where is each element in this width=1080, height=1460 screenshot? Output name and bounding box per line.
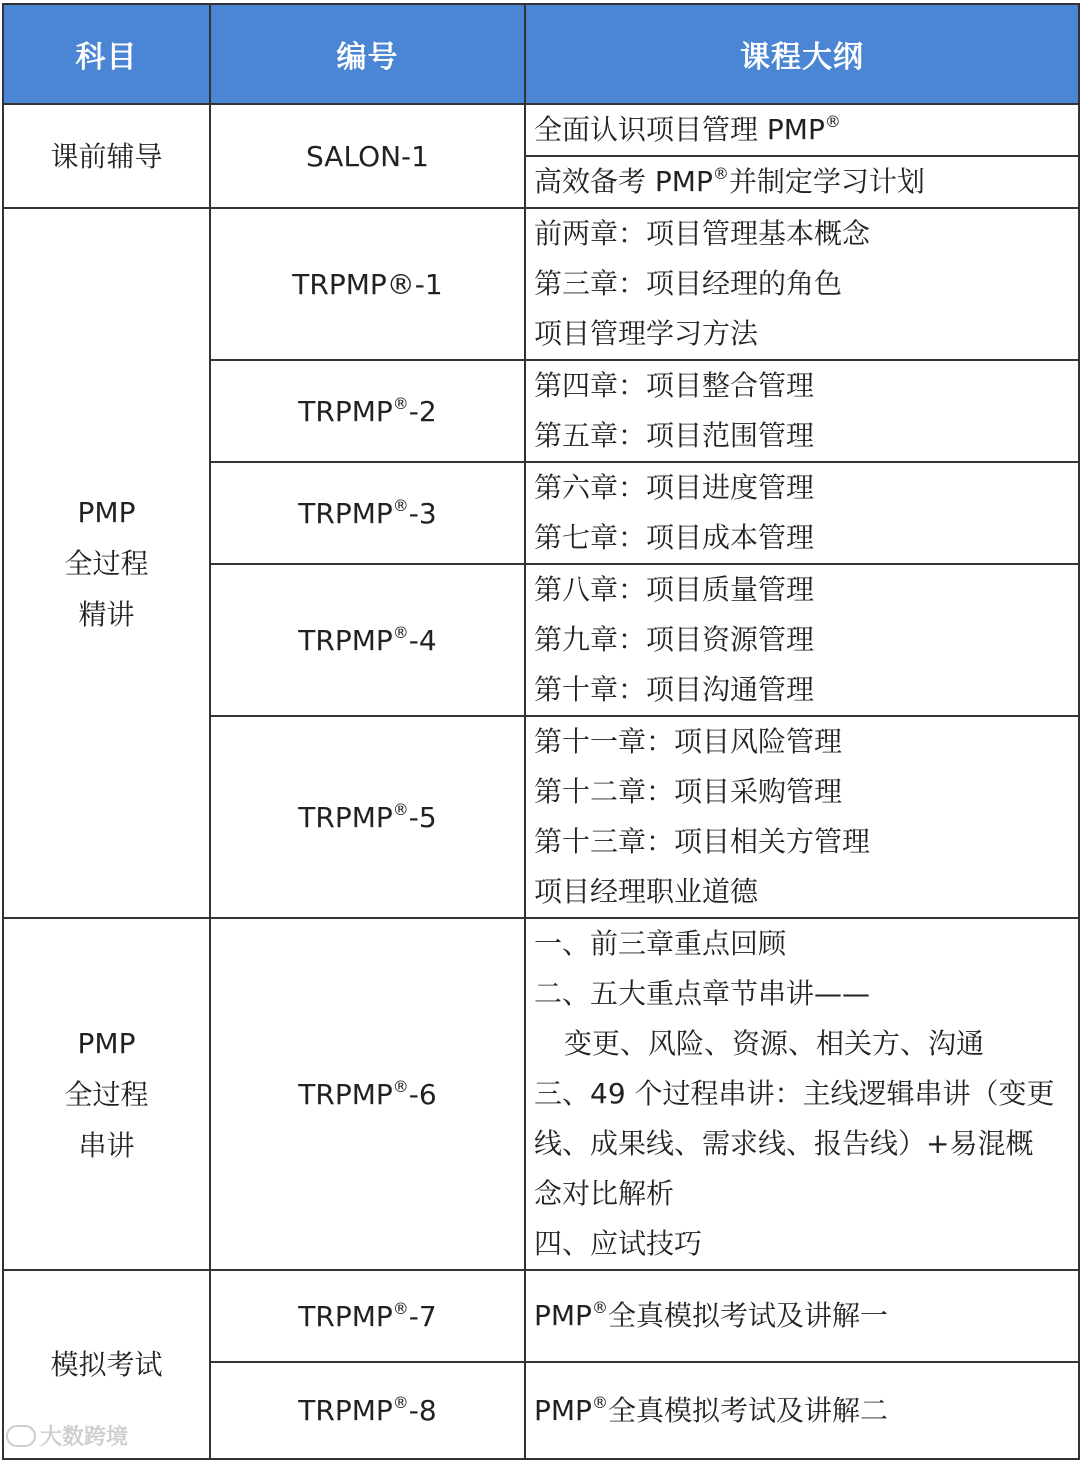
code-suffix: -4 (408, 623, 437, 657)
code-prefix: TRPMP (298, 623, 393, 657)
header-outline: 课程大纲 (525, 4, 1079, 104)
outline-line: 念对比解析 (534, 1177, 675, 1210)
subject-label: 串讲 (78, 1128, 135, 1162)
outline-line: 第六章：项目进度管理 (534, 471, 815, 504)
header-code: 编号 (210, 4, 525, 104)
code-suffix: -6 (408, 1077, 437, 1111)
outline-line: 三、49 个过程串讲：主线逻辑串讲（变更 (534, 1077, 1055, 1110)
outline-line: PMP®全真模拟考试及讲解一 (534, 1298, 888, 1332)
outline-cell (525, 208, 1079, 360)
registered-mark: ® (392, 1393, 409, 1412)
outline-line: 四、应试技巧 (534, 1227, 703, 1260)
registered-mark: ® (392, 495, 409, 515)
registered-mark: ® (824, 112, 841, 131)
outline-cell (525, 104, 1079, 156)
registered-mark: ® (591, 1392, 608, 1412)
outline-cell (525, 360, 1079, 462)
subject-label: PMP (77, 495, 136, 529)
outline-cell (525, 462, 1079, 564)
outline-line: 第十一章：项目风险管理 (534, 725, 843, 758)
outline-line: 高效备考 PMP®并制定学习计划 (534, 164, 925, 198)
code-prefix: TRPMP (298, 800, 393, 834)
code-cell (210, 1362, 525, 1459)
code-suffix: -8 (408, 1394, 437, 1427)
outline-cell (525, 156, 1079, 208)
outline-cell (525, 1362, 1079, 1459)
table-header-row (3, 4, 1079, 104)
subject-label: PMP (77, 1026, 136, 1060)
outline-line: 第十三章：项目相关方管理 (534, 825, 871, 858)
table-row (3, 918, 1079, 1270)
course-outline-table (2, 3, 1080, 1460)
outline-cell (525, 716, 1079, 918)
outline-cell (525, 564, 1079, 716)
outline-line: 第八章：项目质量管理 (534, 573, 815, 606)
outline-line: 第五章：项目范围管理 (534, 419, 815, 452)
registered-mark: ® (392, 799, 409, 819)
brand-logo-icon (6, 1425, 36, 1447)
subject-label: 全过程 (64, 546, 149, 580)
outline-line: 第三章：项目经理的角色 (534, 267, 843, 300)
code-prefix: TRPMP (298, 496, 393, 530)
code-cell (210, 716, 525, 918)
code-cell (210, 1270, 525, 1362)
outline-line: 第十章：项目沟通管理 (534, 673, 815, 706)
outline-line: 第九章：项目资源管理 (534, 623, 815, 656)
subject-cell (3, 918, 210, 1270)
code-cell (210, 918, 525, 1270)
registered-mark: ® (712, 164, 729, 183)
outline-line: PMP®全真模拟考试及讲解二 (534, 1392, 888, 1427)
watermark (6, 1420, 128, 1451)
outline-line: 第四章：项目整合管理 (534, 369, 815, 402)
code-cell (210, 360, 525, 462)
outline-line: 一、前三章重点回顾 (534, 927, 787, 960)
outline-cell (525, 1270, 1079, 1362)
registered-mark: ® (392, 1076, 409, 1096)
code-prefix: TRPMP (298, 1394, 393, 1427)
outline-line: 线、成果线、需求线、报告线）+易混概 (534, 1127, 1034, 1160)
header-subject: 科目 (3, 4, 210, 104)
code-prefix: TRPMP (298, 394, 393, 428)
outline-line: 变更、风险、资源、相关方、沟通 (564, 1027, 985, 1060)
subject-label: 全过程 (64, 1077, 149, 1111)
outline-cell (525, 918, 1079, 1270)
outline-line: 项目管理学习方法 (534, 317, 759, 350)
registered-mark: ® (392, 393, 409, 413)
registered-mark: ® (392, 1298, 409, 1318)
outline-line: 全面认识项目管理 PMP® (534, 112, 841, 146)
registered-mark: ® (591, 1298, 608, 1317)
code-cell: SALON-1 (210, 104, 525, 208)
code-suffix: -3 (408, 496, 437, 530)
code-prefix: TRPMP (298, 1077, 393, 1111)
code-suffix: -2 (408, 394, 437, 428)
registered-mark: ® (392, 622, 409, 642)
outline-line: 前两章：项目管理基本概念 (534, 217, 871, 250)
outline-line: 第十二章：项目采购管理 (534, 775, 843, 808)
subject-label: 精讲 (78, 597, 135, 631)
watermark-text: 大数跨境 (40, 1425, 129, 1450)
outline-line: 项目经理职业道德 (534, 875, 759, 908)
code-prefix: TRPMP (298, 1299, 393, 1333)
subject-cell (3, 208, 210, 918)
code-cell: TRPMP®-1 (210, 208, 525, 360)
subject-cell (3, 104, 210, 208)
outline-line: 二、五大重点章节串讲—— (534, 977, 871, 1010)
code-suffix: -7 (408, 1299, 437, 1333)
table-row (3, 104, 1079, 156)
code-cell (210, 564, 525, 716)
table-row (3, 208, 1079, 360)
outline-line: 第七章：项目成本管理 (534, 521, 815, 554)
code-cell (210, 462, 525, 564)
code-suffix: -5 (408, 800, 437, 834)
table-row (3, 1270, 1079, 1362)
subject-label: 课前辅导 (50, 139, 163, 173)
subject-label: 模拟考试 (50, 1348, 163, 1381)
